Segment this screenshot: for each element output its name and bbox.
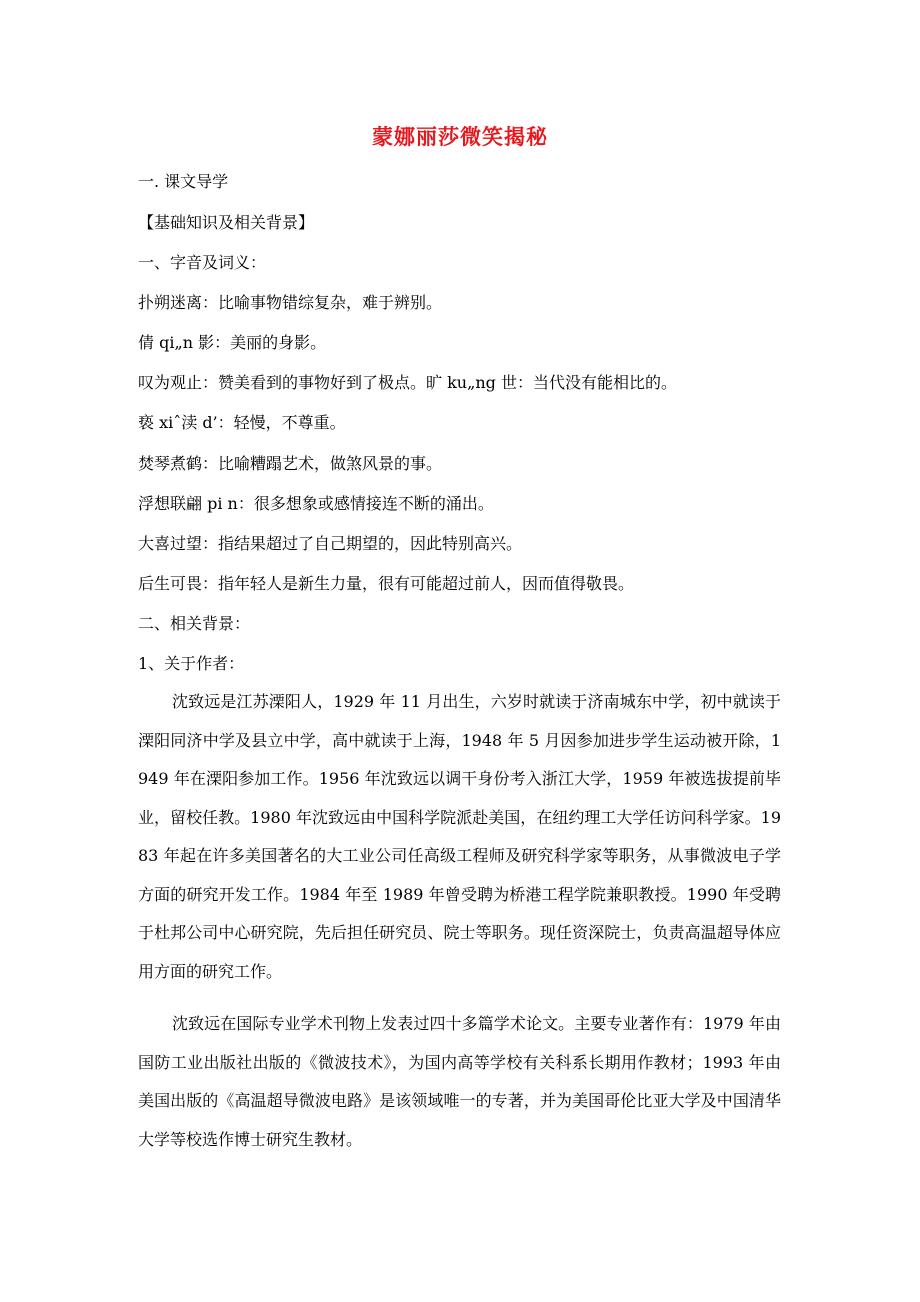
sub-heading-pronunciation: 一、字音及词义： <box>138 253 267 272</box>
vocab-item: 大喜过望：指结果超过了自己期望的，因此特别高兴。 <box>138 534 523 553</box>
sub-heading-background: 二、相关背景： <box>138 614 251 633</box>
sub-heading-author: 1、关于作者： <box>138 654 245 673</box>
vocab-item: 亵 xiˆ渎 d’：轻慢，不尊重。 <box>138 413 346 432</box>
author-works-paragraph: 沈致远在国际专业学术刊物上发表过四十多篇学术论文。主要专业著作有：1979 年由国防工业出版社出版的《微波技术》，为国内高等学校有关科系长期用作教材；1993 年由美国出版的《高温超导微波电路》是该领域唯一的专著，并为美国哥伦比亚大学及中国清华大学等校选作博士研究生教材。 <box>138 1014 781 1149</box>
vocab-item: 扑朔迷离：比喻事物错综复杂，难于辨别。 <box>138 293 443 312</box>
vocab-item: 焚琴煮鹤：比喻糟蹋艺术，做煞风景的事。 <box>138 454 443 473</box>
vocab-item: 浮想联翩 pi n：很多想象或感情接连不断的涌出。 <box>138 494 494 513</box>
vocab-item: 叹为观止：赞美看到的事物好到了极点。旷 ku„ng 世：当代没有能相比的。 <box>138 373 678 392</box>
author-bio-paragraph: 沈致远是江苏溧阳人，1929 年 11 月出生，六岁时就读于济南城东中学，初中就读于溧阳同济中学及县立中学，高中就读于上海，1948 年 5 月因参加进步学生运动被开除，1949 年在溧阳参加工作。1956 年沈致远以调干身份考入浙江大学，1959 年被选拔提前毕业，留校任教。1980 年沈致远由中国科学院派赴美国，在纽约理工大学任访问科学家。1983 年起在许多美国著名的大工业公司任高级工程师及研究科学家等职务，从事微波电子学方面的研究开发工作。1984 年至 1989 年曾受聘为桥港工程学院兼职教授。1990 年受聘于杜邦公司中心研究院，先后担任研究员、院士等职务。现任资深院士，负责高温超导体应用方面的研究工作。 <box>138 692 781 981</box>
section-heading: 一. 课文导学 <box>138 172 229 191</box>
document-title: 蒙娜丽莎微笑揭秘 <box>372 125 548 149</box>
vocab-item: 后生可畏：指年轻人是新生力量，很有可能超过前人，因而值得敬畏。 <box>138 574 635 593</box>
bracket-heading: 【基础知识及相关背景】 <box>138 213 315 232</box>
vocab-item: 倩 qi„n 影：美丽的身影。 <box>138 333 327 352</box>
